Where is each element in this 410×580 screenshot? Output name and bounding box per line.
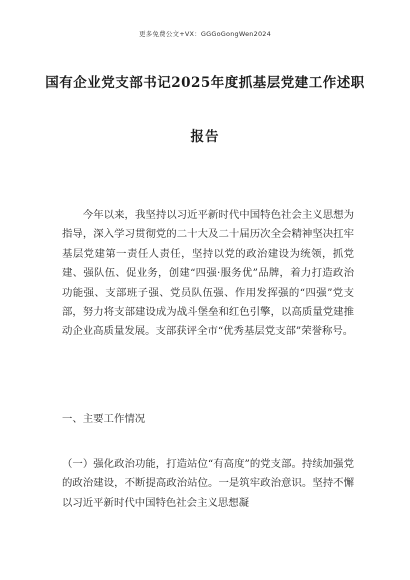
document-title: 国有企业党支部书记2025年度抓基层党建工作述职: [45, 75, 365, 91]
subsection-paragraph: （一）强化政治功能，打造站位“有高度”的党支部。持续加强党的政治建设，不断提高政治站位。一是筑牢政治意识。坚持不懈以习近平新时代中国特色社会主义思想凝: [62, 458, 354, 509]
header-note: 更多免费公文+VX：GGGoGongWen2024: [139, 30, 271, 38]
document-title-continued: 报告: [190, 129, 220, 145]
section-heading: 一、主要工作情况: [62, 413, 146, 425]
intro-paragraph: 今年以来，我坚持以习近平新时代中国特色社会主义思想为指导，深入学习贯彻党的二十大及二十届历次全会精神坚决扛牢基层党建第一责任人责任，坚持以党的政治建设为统领，抓党建、强队伍、促业务，创建“四强·服务优”品牌，着力打造政治功能强、支部班子强、党员队伍强、作用发挥强的“四强”党支部，努力将支部建设成为战斗堡垒和红色引擎，以高质量党建推动企业高质量发展。支部获评全市“优秀基层党支部”荣誉称号。: [62, 209, 354, 338]
